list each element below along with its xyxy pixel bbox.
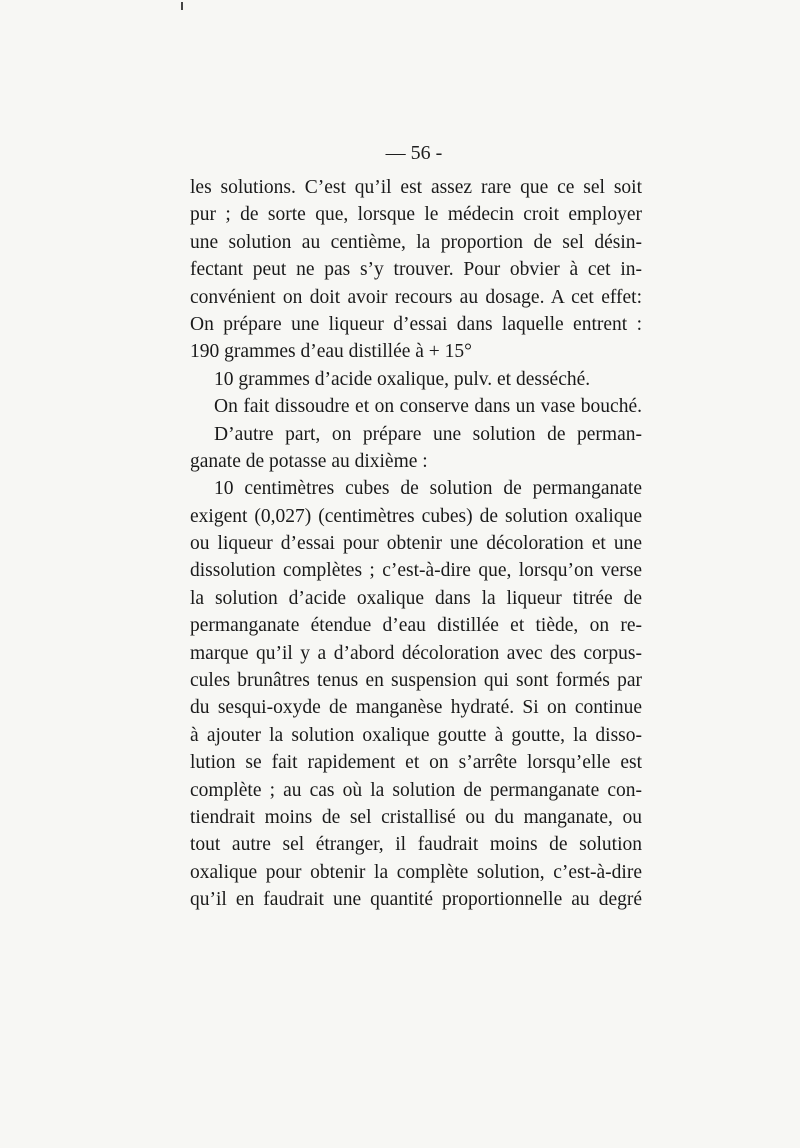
text-line: convénient on doit avoir recours au dosage. A cet effet: (190, 286, 642, 308)
text-line: ganate de potasse au dixième : (190, 450, 428, 472)
scan-edge-mark (181, 2, 183, 10)
text-line: tiendrait moins de sel cristallisé ou du manganate, ou (190, 806, 642, 828)
text-line: à ajouter la solution oxalique goutte à goutte, la disso- (190, 724, 642, 746)
text-line: ou liqueur d’essai pour obtenir une décoloration et une (190, 533, 642, 555)
text-line: marque qu’il y a d’abord décoloration avec des corpus- (190, 642, 642, 664)
text-line: exigent (0,027) (centimètres cubes) de solution oxalique (190, 505, 642, 527)
text-line: On prépare une liqueur d’essai dans laquelle entrent : (190, 313, 642, 335)
body-text (190, 174, 642, 914)
text-line: du sesqui-oxyde de manganèse hydraté. Si on continue (190, 697, 642, 719)
text-line: qu’il en faudrait une quantité proportionnelle au degré (190, 889, 642, 911)
text-line: la solution d’acide oxalique dans la liqueur titrée de (190, 587, 642, 609)
text-line: complète ; au cas où la solution de permanganate con- (190, 779, 642, 801)
text-line: 190 grammes d’eau distillée à + 15° (190, 341, 472, 363)
text-line: une solution au centième, la proportion de sel désin- (190, 231, 642, 253)
text-line: dissolution complètes ; c’est-à-dire que, lorsqu’on verse (190, 560, 642, 582)
text-line: pur ; de sorte que, lorsque le médecin croit employer (190, 204, 642, 226)
text-line: 10 grammes d’acide oxalique, pulv. et desséché. (214, 368, 591, 390)
text-line: permanganate étendue d’eau distillée et tiède, on re- (190, 615, 642, 637)
text-line: lution se fait rapidement et on s’arrête lorsqu’elle est (190, 752, 642, 774)
text-line: tout autre sel étranger, il faudrait moins de solution (190, 834, 642, 856)
text-line: 10 centimètres cubes de solution de permanganate (214, 478, 642, 500)
text-line: On fait dissoudre et on conserve dans un vase bouché. (214, 396, 642, 418)
text-line: les solutions. C’est qu’il est assez rare que ce sel soit (190, 177, 642, 198)
text-line: fectant peut ne pas s’y trouver. Pour obvier à cet in- (190, 259, 642, 281)
text-line: oxalique pour obtenir la complète solution, c’est-à-dire (190, 861, 642, 883)
page-number: — 56 - (385, 142, 443, 164)
text-line: cules brunâtres tenus en suspension qui sont formés par (190, 670, 642, 692)
text-line: D’autre part, on prépare une solution de perman- (214, 423, 642, 445)
